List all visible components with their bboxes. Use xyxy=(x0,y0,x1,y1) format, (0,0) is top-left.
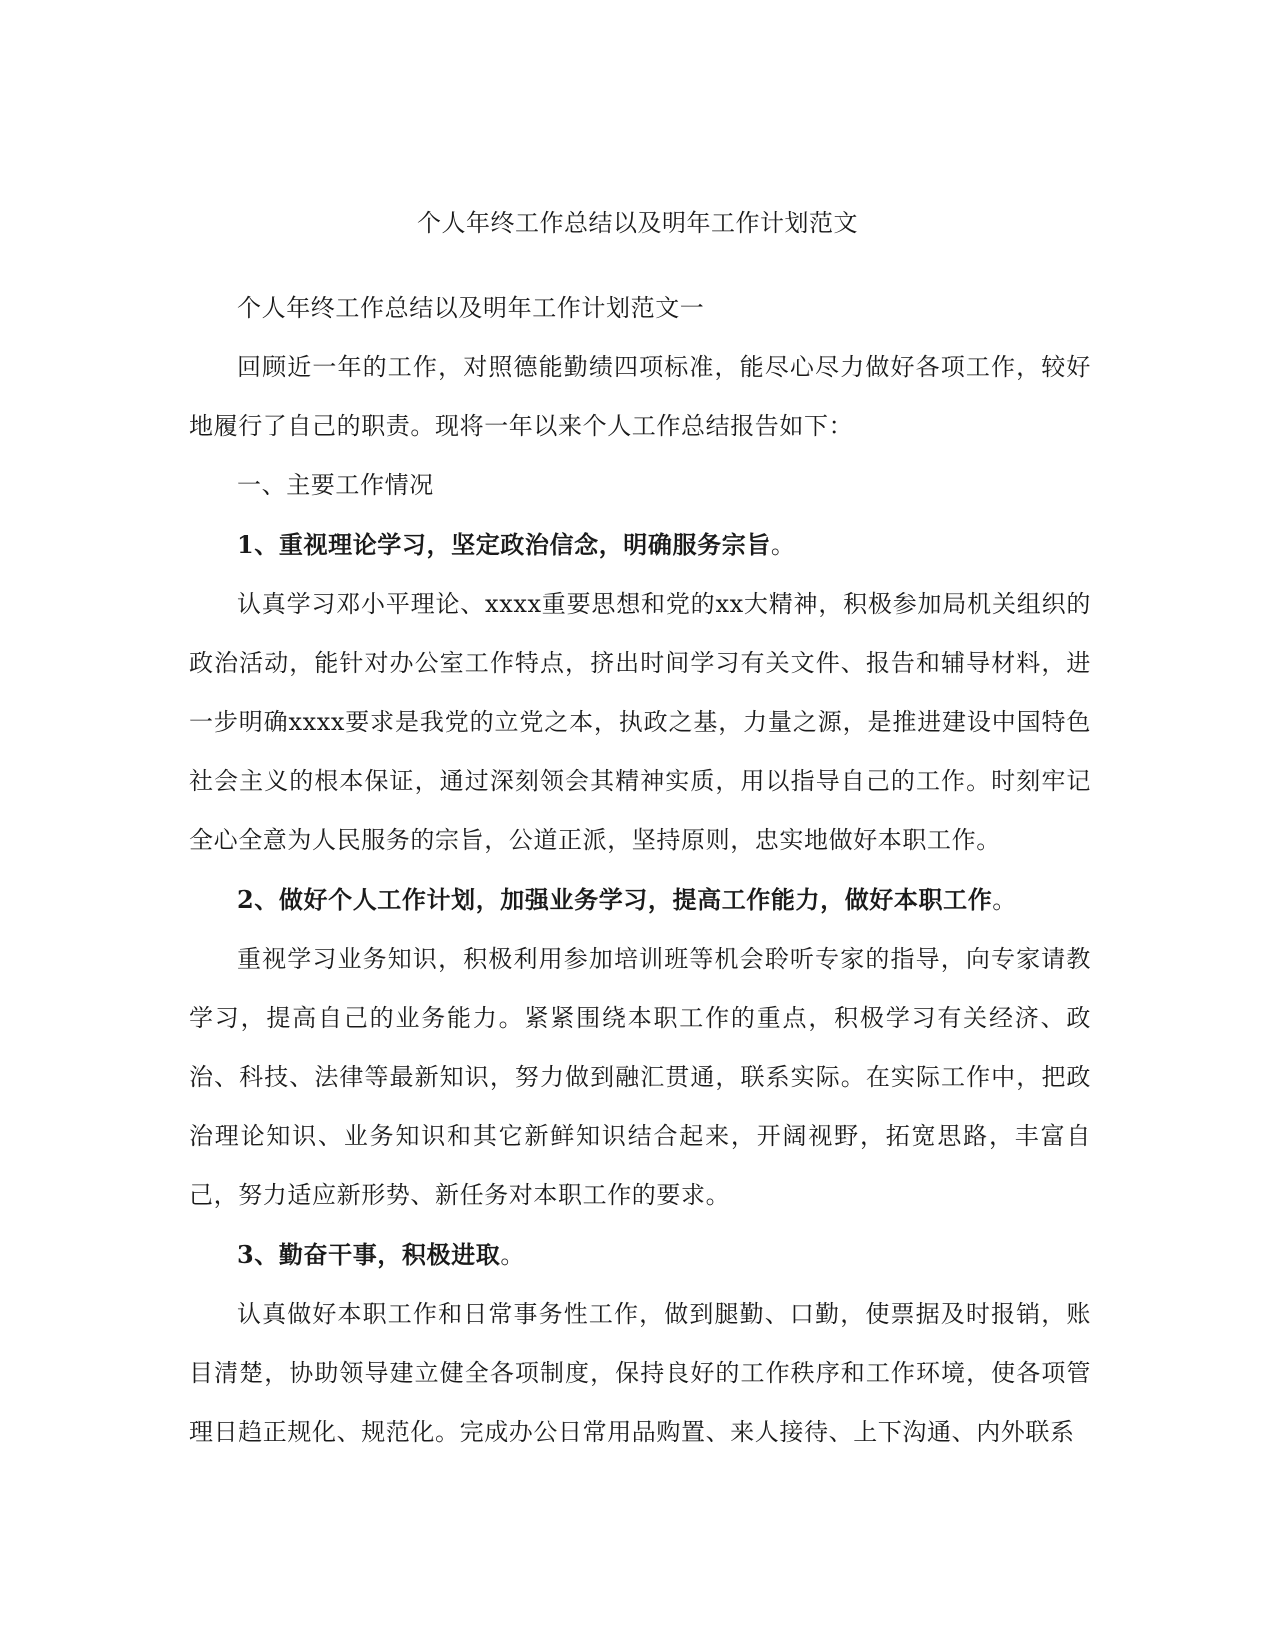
document-title: 个人年终工作总结以及明年工作计划范文 xyxy=(417,209,858,237)
item-3-heading-period: 。 xyxy=(500,1241,525,1269)
item-1-paragraph: 认真学习邓小平理论、xxxx重要思想和党的xx大精神，积极参加局机关组织的政治活动，能针对办公室工作特点，挤出时间学习有关文件、报告和辅导材料，进一步明确xxxx要求是我党的立党之本，执政之基，力量之源，是推进建设中国特色社会主义的根本保证，通过深刻领会其精神实质，用以指导自己的工作。时刻牢记全心全意为人民服务的宗旨，公道正派，坚持原则，忠实地做好本职工作。 xyxy=(189,590,1091,854)
item-3-paragraph: 认真做好本职工作和日常事务性工作，做到腿勤、口勤，使票据及时报销，账目清楚，协助领导建立健全各项制度，保持良好的工作秩序和工作环境，使各项管理日趋正规化、规范化。完成办公日常用品购置、来人接待、上下沟通、内外联系 xyxy=(189,1300,1091,1446)
item-2-paragraph: 重视学习业务知识，积极利用参加培训班等机会聆听专家的指导，向专家请教学习，提高自己的业务能力。紧紧围绕本职工作的重点，积极学习有关经济、政治、科技、法律等最新知识，努力做到融汇贯通，联系实际。在实际工作中，把政治理论知识、业务知识和其它新鲜知识结合起来，开阔视野，拓宽思路，丰富自己，努力适应新形势、新任务对本职工作的要求。 xyxy=(189,945,1091,1209)
item-2-heading xyxy=(189,870,1091,930)
item-1-heading xyxy=(189,515,1091,575)
item-3-heading xyxy=(189,1225,1091,1285)
item-1-heading-period: 。 xyxy=(770,531,796,559)
item-1-heading-text: 1、重视理论学习，坚定政治信念，明确服务宗旨 xyxy=(237,530,771,559)
document-subtitle: 个人年终工作总结以及明年工作计划范文一 xyxy=(237,294,705,322)
section-heading: 一、主要工作情况 xyxy=(237,471,434,499)
intro-paragraph: 回顾近一年的工作，对照德能勤绩四项标准，能尽心尽力做好各项工作，较好地履行了自己的职责。现将一年以来个人工作总结报告如下： xyxy=(189,353,1091,440)
item-2-heading-period: 。 xyxy=(992,886,1017,914)
document-body xyxy=(189,279,1091,1462)
item-2-heading-text: 2、做好个人工作计划，加强业务学习，提高工作能力，做好本职工作 xyxy=(237,885,993,914)
item-3-heading-text: 3、勤奋干事，积极进取 xyxy=(237,1240,501,1269)
